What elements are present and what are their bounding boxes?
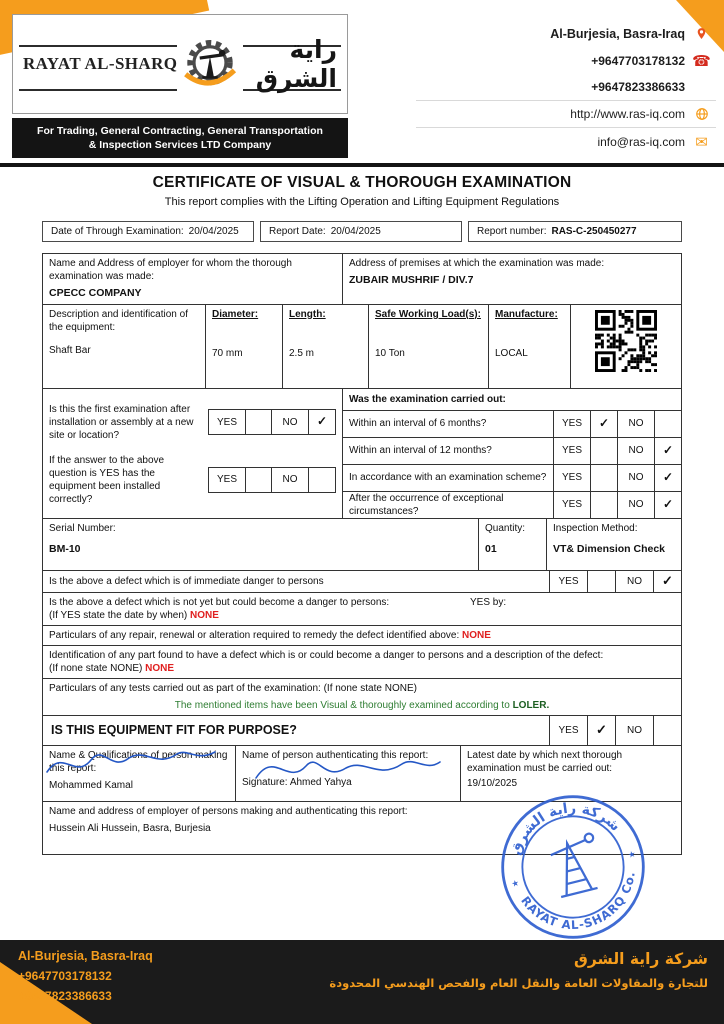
diameter-value: 70 mm [212, 347, 243, 359]
report-number-value: RAS-C-250450277 [551, 226, 637, 237]
yes-checkbox [246, 468, 272, 492]
yes-label: YES [553, 492, 590, 518]
question-text: After the occurrence of exceptional circumstances? [349, 492, 504, 517]
yes-checkbox: ✓ [590, 411, 617, 437]
tagline-line1: For Trading, General Contracting, General Transportation [37, 125, 323, 137]
question-first-examination-text: Is this the first examination after installation or assembly at a new site or location? [49, 403, 194, 441]
contact-website: http://www.ras-iq.com [570, 107, 685, 121]
no-label: NO [617, 438, 654, 464]
no-label: NO [272, 410, 309, 434]
report-maker-cell [43, 746, 236, 801]
potential-danger-cell [43, 593, 464, 625]
premises-cell [343, 254, 681, 304]
exam-date-label: Date of Through Examination: [51, 226, 184, 237]
first-examination-questions [43, 389, 343, 518]
footer-contact [18, 949, 153, 1003]
carried-out-header: Was the examination carried out: [349, 393, 506, 405]
tests-green-note-loler: LOLER. [512, 699, 550, 711]
inspection-method-cell [547, 519, 681, 570]
question-installed-correctly-answers [208, 467, 336, 493]
report-number-label: Report number: [477, 226, 547, 237]
inspection-method-label: Inspection Method: [553, 522, 638, 534]
serial-number-cell [43, 519, 479, 570]
yes-label: YES [553, 411, 590, 437]
report-number-box [468, 221, 682, 242]
footer-address: Al-Burjesia, Basra-Iraq [18, 949, 153, 963]
stamp-star-right: ★ [626, 848, 637, 860]
immediate-danger-row [43, 571, 681, 593]
contact-address: Al-Burjesia, Basra-Iraq [550, 26, 685, 41]
question-interval-12-months [343, 437, 681, 464]
examination-table [42, 253, 682, 855]
employer-value: CPECC COMPANY [49, 287, 142, 299]
no-label: NO [617, 411, 654, 437]
quantity-label: Quantity: [485, 522, 526, 534]
tests-green-note: The mentioned items have been Visual & thoroughly examined according to [174, 699, 510, 711]
svg-text:RAYAT AL-SHARQ Co. [517, 867, 649, 945]
no-label: NO [617, 492, 654, 518]
no-label: NO [617, 465, 654, 491]
defect-identification-note: (If none state NONE) [49, 662, 143, 674]
equipment-description-value: Shaft Bar [49, 344, 91, 356]
question-first-examination [49, 403, 336, 442]
footer-company-name-ar: شركة راية الشرق [574, 950, 708, 968]
quantity-cell [479, 519, 547, 570]
company-name-ar: راية الشرق [255, 35, 337, 93]
yes-label: YES [209, 468, 246, 492]
stamp-derrick-icon [548, 833, 605, 897]
qr-cell [571, 305, 681, 388]
premises-label: Address of premises at which the examination was made: [349, 258, 605, 269]
qr-code [595, 310, 657, 372]
contact-phone1-row [416, 47, 716, 74]
examination-questions-row [43, 389, 681, 519]
defect-identification-text: Identification of any part found to have a defect which is or could become a danger to persons and a description of the defect: [49, 649, 604, 661]
no-checkbox: ✓ [653, 571, 681, 592]
manufacture-value: LOCAL [495, 347, 528, 359]
contact-email-row [416, 128, 716, 155]
no-checkbox: ✓ [654, 438, 681, 464]
contact-website-row [416, 101, 716, 128]
question-examination-scheme [343, 464, 681, 491]
serial-number-label: Serial Number: [49, 522, 116, 534]
potential-danger-none: NONE [190, 609, 219, 621]
repair-particulars-text: Particulars of any repair, renewal or alteration required to remedy the defect identified above: [49, 629, 460, 641]
no-label: NO [272, 468, 309, 492]
no-checkbox [653, 716, 681, 745]
equipment-description-label: Description and identification of the equipment: [49, 308, 188, 333]
footer-phone2: +9647823386633 [18, 989, 112, 1003]
report-authenticator-cell [236, 746, 461, 801]
yes-label: YES [549, 571, 587, 592]
stamp-text-arabic: شركة راية الشرق [508, 800, 624, 857]
no-label: NO [615, 571, 653, 592]
no-checkbox: ✓ [654, 465, 681, 491]
report-date-box [260, 221, 462, 242]
next-examination-date: 19/10/2025 [467, 777, 518, 789]
report-meta-row [42, 221, 682, 242]
location-pin-icon [693, 26, 710, 41]
report-date-value: 20/04/2025 [330, 226, 381, 237]
question-exceptional-circumstances [343, 491, 681, 518]
signing-employer-label: Name and address of employer of persons making and authenticating this report: [49, 805, 408, 817]
footer-company-tagline-ar: للتجارة والمقاولات العامة والنقل العام والفحص الهندسي المحدودة [329, 976, 708, 990]
question-text: Within an interval of 12 months? [349, 445, 492, 457]
exam-date-box [42, 221, 254, 242]
gear-pumpjack-icon [177, 31, 243, 97]
signing-employer-value: Hussein Ali Hussein, Basra, Burjesia [49, 822, 211, 834]
stamp-text-english: RAYAT AL-SHARQ Co. [518, 870, 638, 933]
repair-particulars-none: NONE [462, 629, 491, 641]
manufacture-label: Manufacture: [495, 308, 558, 320]
no-label: NO [615, 716, 653, 745]
yes-label: YES [549, 716, 587, 745]
length-label: Length: [289, 308, 326, 320]
yes-checkbox [246, 410, 272, 434]
report-maker-name: Mohammed Kamal [49, 779, 133, 791]
yes-label: YES [553, 465, 590, 491]
no-checkbox: ✓ [316, 414, 328, 429]
globe-icon [693, 107, 710, 121]
question-first-examination-answers [208, 409, 336, 435]
no-checkbox [654, 411, 681, 437]
defect-identification-row [43, 646, 681, 679]
yes-checkbox: ✓ [587, 716, 615, 745]
serial-number-value: BM-10 [49, 542, 81, 555]
question-interval-6-months [343, 410, 681, 437]
certificate-subtitle: This report complies with the Lifting Operation and Lifting Equipment Regulations [164, 196, 560, 208]
manufacture-cell [489, 305, 571, 388]
potential-danger-note: (If YES state the date by when) [49, 609, 188, 621]
contact-email: info@ras-iq.com [597, 134, 685, 149]
yes-checkbox [590, 492, 617, 518]
equipment-description-cell [43, 305, 206, 388]
yes-checkbox [590, 438, 617, 464]
yes-by-label: YES by: [470, 596, 507, 608]
report-maker-label: Name & Qualifications of person making this report: [49, 749, 228, 774]
fit-for-purpose-text: IS THIS EQUIPMENT FIT FOR PURPOSE? [51, 723, 297, 738]
diameter-cell [206, 305, 283, 388]
repair-particulars-row [43, 626, 681, 646]
tests-text: Particulars of any tests carried out as part of the examination: (If none state NONE) [49, 682, 417, 694]
question-installed-correctly-text: If the answer to the above question is YES has the equipment been installed correctly? [49, 454, 165, 505]
question-text: Within an interval of 6 months? [349, 418, 487, 430]
swl-value: 10 Ton [375, 347, 405, 359]
report-authenticator-label: Name of person authenticating this report: [242, 749, 429, 761]
certificate-title: CERTIFICATE OF VISUAL & THOROUGH EXAMINATION [152, 174, 572, 191]
yes-by-cell [464, 593, 681, 625]
tagline-line2: & Inspection Services LTD Company [88, 139, 272, 151]
quantity-value: 01 [485, 542, 497, 555]
company-tagline-banner [12, 118, 348, 158]
no-checkbox: ✓ [654, 492, 681, 518]
company-name-en: RAYAT AL-SHARQ [23, 54, 178, 73]
potential-danger-row [43, 593, 681, 626]
potential-danger-text: Is the above a defect which is not yet but could become a danger to persons: [49, 596, 390, 608]
question-text: In accordance with an examination scheme? [349, 472, 547, 484]
tests-cell [43, 679, 681, 715]
employer-cell [43, 254, 343, 304]
length-cell [283, 305, 369, 388]
repair-particulars-cell [43, 626, 681, 645]
yes-checkbox [587, 571, 615, 592]
equipment-row [43, 305, 681, 389]
length-value: 2.5 m [289, 347, 315, 359]
carried-out-questions [343, 389, 681, 518]
phone-icon: ☎ [692, 51, 711, 70]
tests-row [43, 679, 681, 716]
swl-cell [369, 305, 489, 388]
contact-phone2: +9647823386633 [591, 80, 685, 94]
employer-premises-row [43, 254, 681, 305]
employer-label: Name and Address of employer for whom the thorough examination was made: [49, 258, 292, 282]
defect-identification-none: NONE [145, 662, 175, 674]
page-footer [0, 940, 724, 1024]
premises-value: ZUBAIR MUSHRIF / DIV.7 [349, 274, 474, 286]
yes-label: YES [553, 438, 590, 464]
company-logo [12, 14, 348, 114]
diameter-label: Diameter: [212, 308, 259, 320]
contact-block [416, 20, 716, 155]
stamp-star-left: ★ [510, 877, 521, 889]
serial-row [43, 519, 681, 571]
yes-checkbox [590, 465, 617, 491]
immediate-danger-text: Is the above a defect which is of immediate danger to persons [49, 575, 324, 587]
no-checkbox [309, 468, 335, 492]
report-date-label: Report Date: [269, 226, 326, 237]
contact-address-row [416, 20, 716, 47]
yes-label: YES [209, 410, 246, 434]
report-authenticator-signature-line: Signature: Ahmed Yahya [242, 776, 352, 788]
exam-date-value: 20/04/2025 [188, 226, 239, 237]
question-installed-correctly [49, 454, 336, 506]
contact-phone1: +9647703178132 [591, 53, 685, 68]
header-divider [0, 163, 724, 167]
contact-phone2-row [416, 74, 716, 101]
footer-phone1: +9647703178132 [18, 969, 112, 983]
inspection-method-value: VT& Dimension Check [553, 542, 666, 555]
envelope-icon: ✉ [695, 132, 708, 151]
next-examination-label: Latest date by which next thorough examination must be carried out: [467, 749, 623, 774]
fit-for-purpose-row [43, 716, 681, 746]
defect-identification-cell [43, 646, 681, 678]
swl-label: Safe Working Load(s): [375, 308, 481, 320]
